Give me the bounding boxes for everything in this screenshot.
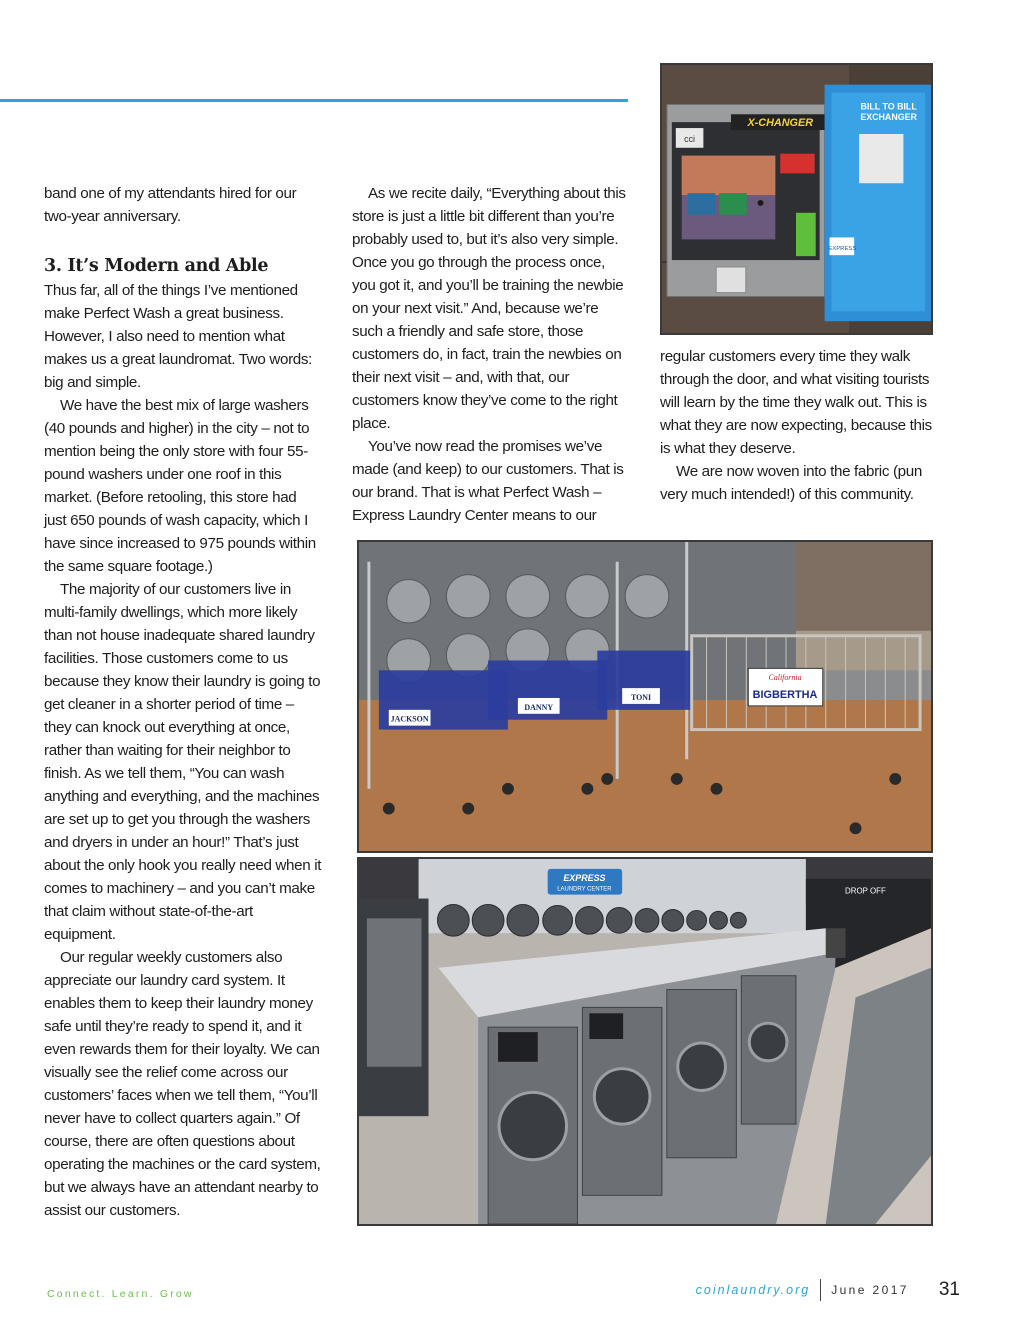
paragraph: Our regular weekly customers also appreciate our laundry card system. It enables them to keep their laundry money safe until they’re ready to spend it, and it even rewards them for their loyalty. We can visually see the relief come across our customers’ faces when we tell them, “You’ll never have to collect quarters again.” Of course, there are often questions about operating the machines or the card system, but we always have an attendant nearby to assist our customers.	[44, 949, 321, 1219]
floor-logo-line2: LAUNDRY CENTER	[557, 886, 612, 893]
drop-off-sign: DROP OFF	[845, 886, 886, 896]
sign-line1: BILL TO BILL	[860, 101, 917, 112]
floor-logo-line1: EXPRESS	[563, 872, 606, 883]
changer-badge: EXPRESS	[828, 246, 857, 253]
photo-laundry-carts	[357, 540, 933, 853]
cart-tag-jackson: JACKSON	[390, 714, 429, 724]
paragraph: regular customers every time they walk through the door, and what visiting tourists will learn by the time they walk out. This is what they are now expecting, because this is what they deserve.	[660, 348, 932, 457]
footer-info	[696, 1279, 960, 1301]
plate-state: California	[768, 673, 802, 683]
photo-laundromat-floor	[357, 857, 933, 1226]
paragraph: The majority of our customers live in multi-family dwellings, which more likely than not house inadequate shared laundry facilities. Those customers come to us because they know their laundry is going to get cleaner in a shorter period of time – they can knock out everything at once, rather than waiting for their neighbor to finish. As we tell them, “You can wash anything and everything, and the machines are set up to get you through the washers and dryers in under an hour!” That’s just about the only hook you really need when it comes to machinery – and you can’t make that claim without state-of-the-art equipment.	[44, 581, 322, 943]
paragraph: We have the best mix of large washers (40 pounds and higher) in the city – not to mention being the only store with four 55-pound washers under one roof in this market. (Before retooling, this store had just 650 pounds of wash capacity, which I have since increased to 975 pounds within the same square footage.)	[44, 397, 316, 575]
photo-bill-changer	[660, 63, 933, 335]
article-column-1	[44, 182, 322, 1222]
paragraph: We are now woven into the fabric (pun very much intended!) of this community.	[660, 463, 922, 503]
paragraph: band one of my attendants hired for our two-year anniversary.	[44, 185, 297, 225]
footer-tagline: Connect. Learn. Grow	[47, 1288, 194, 1300]
paragraph: As we recite daily, “Everything about this store is just a little bit different than you’re probably used to, but it’s also very simple. Once you go through the process once, you got it, and you’ll be training the newbie on your next visit.” And, because we’re such a friendly and safe store, those customers do, in fact, train the newbies on their next visit – and, with that, our customers know they’ve come to the right place.	[352, 185, 626, 432]
plate-text: BIGBERTHA	[752, 689, 818, 701]
cart-tag-danny: DANNY	[524, 702, 554, 712]
footer-site-link[interactable]: coinlaundry.org	[695, 1283, 811, 1297]
section-heading: 3. It’s Modern and Able	[44, 256, 269, 276]
changer-brand: X-CHANGER	[747, 117, 814, 130]
article-column-3	[660, 345, 936, 506]
article-column-2	[352, 182, 632, 527]
header-rule	[0, 99, 628, 102]
sign-line2: EXCHANGER	[860, 112, 917, 123]
changer-maker: cci	[684, 133, 696, 144]
footer-divider	[820, 1279, 821, 1301]
cart-tag-toni: TONI	[630, 692, 652, 702]
page-number: 31	[938, 1279, 960, 1300]
footer-date: June 2017	[831, 1283, 909, 1297]
paragraph: You’ve now read the promises we’ve made (and keep) to our customers. That is our brand. That is what Perfect Wash – Express Laundry Center means to our	[352, 438, 624, 524]
paragraph: Thus far, all of the things I’ve mentioned make Perfect Wash a great business. However, I also need to mention what makes us a great laundromat. Two words: big and simple.	[44, 282, 313, 391]
